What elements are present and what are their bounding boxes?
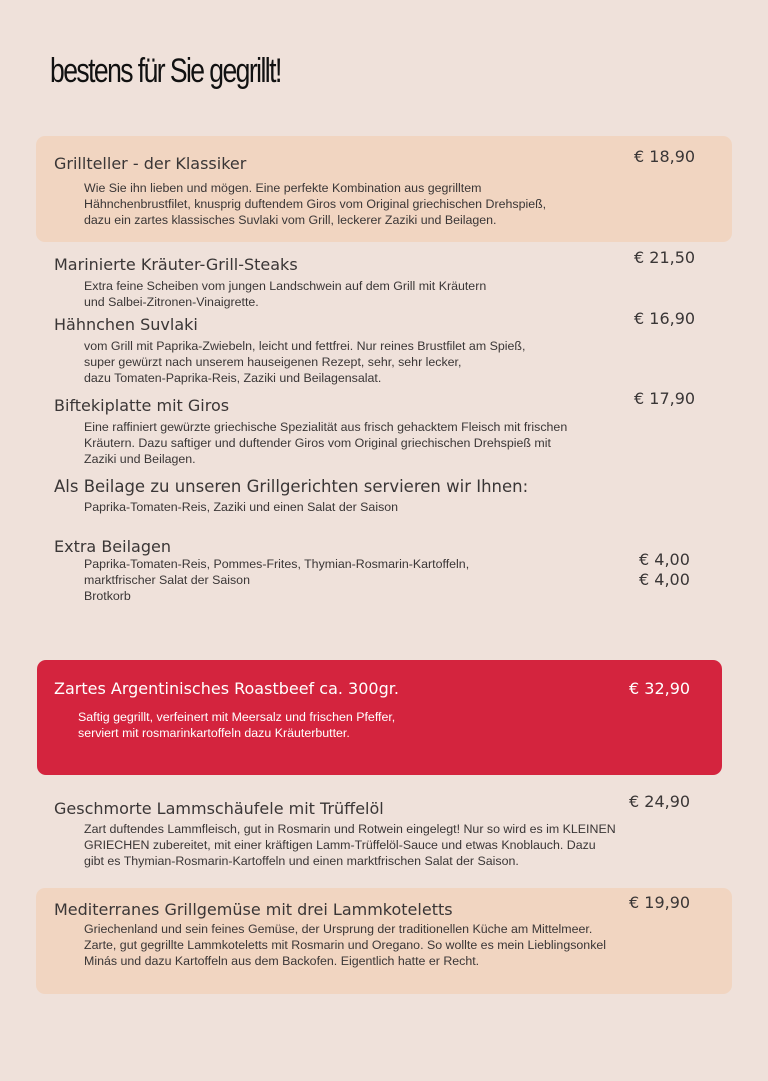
menu-item-title: Biftekiplatte mit Giros — [54, 396, 230, 415]
menu-item-price: € 19,90 — [629, 893, 691, 912]
menu-item-description: Griechenland und sein feines Gemüse, der Ursprung der traditionellen Küche am Mittelmeer. Zarte, gut gegrillte Lammkoteletts mit Rosmarin und Oregano. So wollte es mein Lieblingsonkel Minás und dazu Kartoffeln aus dem Backofen. Eigentlich hatte er Recht. — [84, 922, 607, 968]
menu-item-description: vom Grill mit Paprika-Zwiebeln, leicht und fettfrei. Nur reines Brustfilet am Spieß, super gewürzt nach unserem hauseigenen Rezept, sehr, sehr lecker, dazu Tomaten-Paprika-Reis, Zaziki und Beilagensalat. — [84, 339, 526, 385]
menu-item-title: Marinierte Kräuter-Grill-Steaks — [54, 255, 298, 274]
menu-item-title: Hähnchen Suvlaki — [54, 315, 198, 334]
menu-item-title: Grillteller - der Klassiker — [54, 154, 247, 173]
side-dish-heading: Als Beilage zu unseren Grillgerichten servieren wir Ihnen: — [54, 477, 529, 496]
extra-sides-title: Extra Beilagen — [54, 537, 171, 556]
menu-item-price: € 17,90 — [634, 389, 696, 408]
page-title: bestens für Sie gegrillt! — [50, 52, 281, 90]
menu-item-title: Geschmorte Lammschäufele mit Trüffelöl — [54, 799, 384, 818]
menu-item-title: Mediterranes Grillgemüse mit drei Lammkoteletts — [54, 900, 453, 919]
menu-item-description: Eine raffiniert gewürzte griechische Spezialität aus frisch gehacktem Fleisch mit frischen Kräutern. Dazu saftiger und duftender Giros vom Original griechischen Drehspieß mit Zaziki und Beilagen. — [84, 420, 568, 466]
side-dish-description: Paprika-Tomaten-Reis, Zaziki und einen Salat der Saison — [84, 500, 399, 514]
featured-item-price: € 32,90 — [629, 679, 691, 698]
extra-sides-description: Paprika-Tomaten-Reis, Pommes-Frites, Thymian-Rosmarin-Kartoffeln, marktfrischer Salat der Saison Brotkorb — [84, 557, 470, 603]
menu-item-description: Extra feine Scheiben vom jungen Landschwein auf dem Grill mit Kräutern und Salbei-Zitronen-Vinaigrette. — [84, 279, 487, 309]
menu-item-price: € 16,90 — [634, 309, 696, 328]
extra-sides-price: € 4,00 — [639, 550, 690, 569]
menu-item-price: € 18,90 — [634, 147, 696, 166]
featured-item-title: Zartes Argentinisches Roastbeef ca. 300gr. — [54, 679, 399, 698]
extra-sides-price: € 4,00 — [639, 570, 690, 589]
menu-item-price: € 24,90 — [629, 792, 691, 811]
menu-item-description: Zart duftendes Lammfleisch, gut in Rosmarin und Rotwein eingelegt! Nur so wird es im KLEINEN GRIECHEN zubereitet, mit einer kräftigen Lamm-Trüffelöl-Sauce und etwas Knoblauch. Dazu gibt es Thymian-Rosmarin-Kartoffeln und einen marktfrischen Salat der Saison. — [84, 822, 616, 868]
featured-item-description: Saftig gegrillt, verfeinert mit Meersalz und frischen Pfeffer, serviert mit rosmarinkartoffeln dazu Kräuterbutter. — [78, 710, 396, 740]
menu-item-description: Wie Sie ihn lieben und mögen. Eine perfekte Kombination aus gegrilltem Hähnchenbrustfilet, knusprig duftendem Giros vom Original griechischen Drehspieß, dazu ein zartes klassisches Suvlaki vom Grill, leckerer Zaziki und Beilagen. — [84, 181, 547, 227]
menu-item-price: € 21,50 — [634, 248, 696, 267]
